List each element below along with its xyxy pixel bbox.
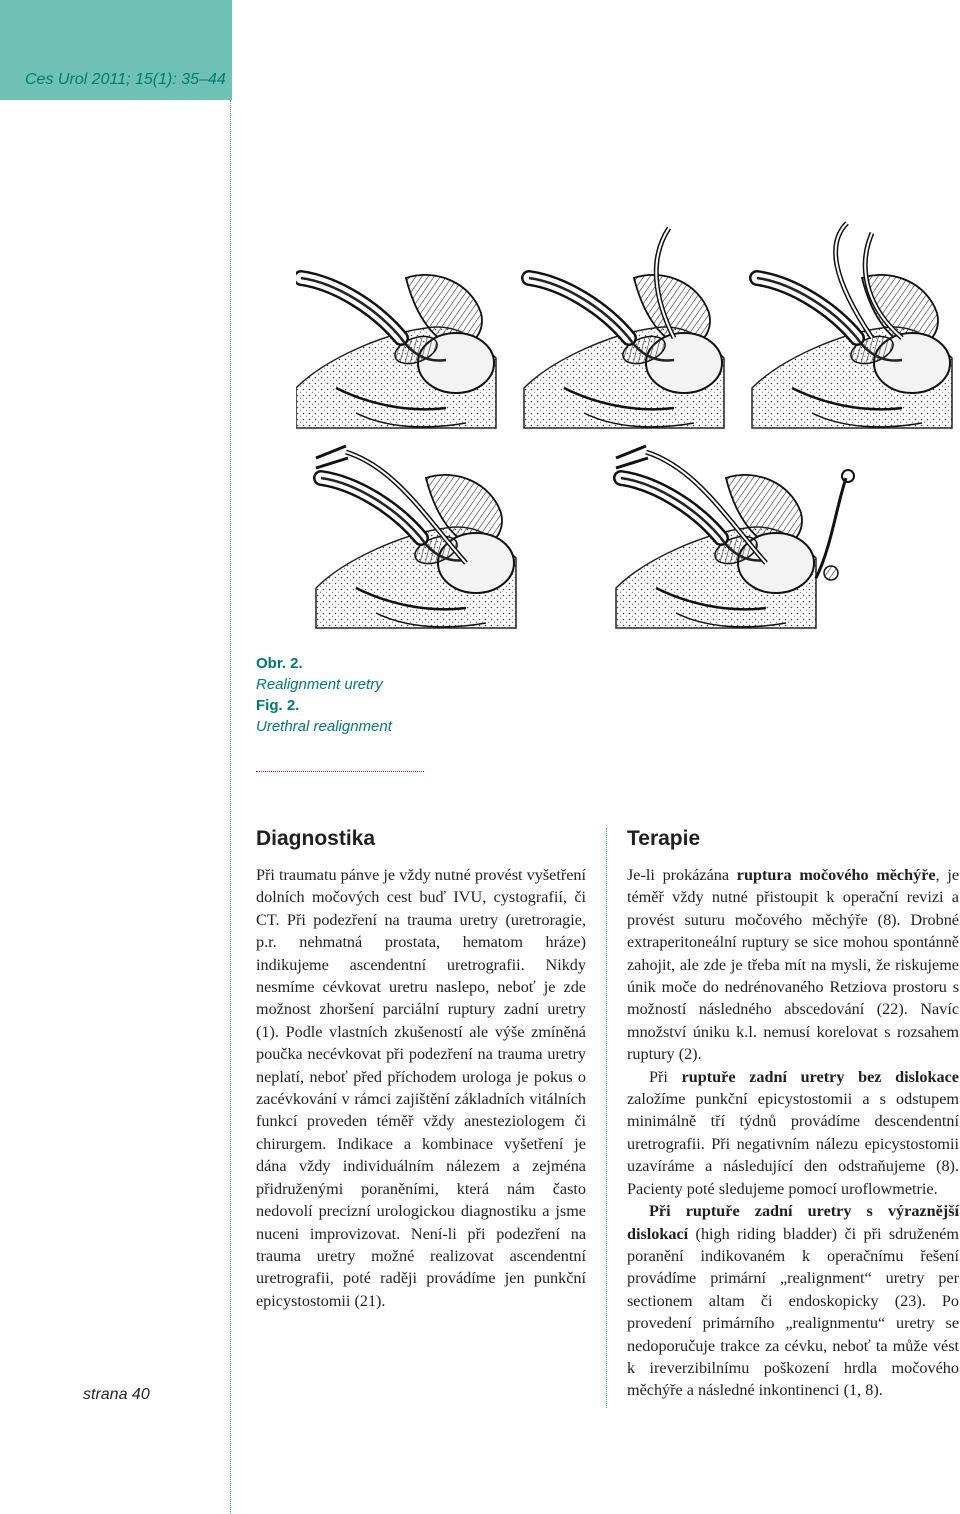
- p2-text-b: založíme punkční epicystostomii a s odstupem minimálně tří týdnů provádíme descendentní uretrografii. Při negativním nálezu epicystostomii uzavíráme a následující den odstraňujeme (8). Pacienty poté sledujeme pomocí uroflowmetrie.: [627, 1090, 959, 1198]
- figure-urethral-realignment: [296, 208, 960, 656]
- section-heading-terapie: Terapie: [627, 827, 701, 850]
- terapie-paragraph-3: [627, 1200, 959, 1402]
- figure-caption: [256, 653, 392, 737]
- page-number: strana 40: [83, 1386, 150, 1403]
- right-column: [627, 826, 959, 1402]
- p2-text-a: Při: [649, 1067, 682, 1086]
- p2-bold: ruptuře zadní uretry bez dislokace: [681, 1067, 959, 1086]
- journal-reference: Ces Urol 2011; 15(1): 35–44: [25, 71, 226, 88]
- p1-bold: ruptura močového měchýře: [736, 866, 936, 884]
- terapie-paragraph-2: [627, 1066, 959, 1200]
- caption-en-text: Urethral realignment: [256, 718, 392, 735]
- caption-cz-label: Obr. 2.: [256, 655, 303, 672]
- p3-text-b: (high riding bladder) či při sdruženém poranění indikovaném k operačnímu řešení provádíme primární „realignment“ uretry per sectionem altam či endoskopicky (23). Po provedení primárního „realignmentu“ uretry se nedoporučuje trakce za cévku, neboť ta může vést k ireverzibilnímu poškození hrdla močového měchýře a následné inkontinenci (1, 8).: [627, 1224, 959, 1400]
- p3-bold: Při ruptuře zadní uretry s výraznější dislokací: [627, 1202, 959, 1243]
- anatomical-illustration: [296, 208, 960, 656]
- terapie-paragraph-1: [627, 864, 959, 1066]
- caption-en-label: Fig. 2.: [256, 697, 300, 714]
- p1-text-b: , je téměř vždy nutné přistoupit k operační revizi a provést suturu močového měchýře (8). Drobné extraperitoneální ruptury se sice mohou spontánně zahojit, ale zde je třeba mít na mysli, že riskujeme únik moče do nedrénovaného Retziova prostoru s možností následného abscedování (22). Navíc množství úniku k.l. nemusí korelovat s rozsahem ruptury (2).: [627, 866, 960, 1064]
- diagnostika-paragraph: Při traumatu pánve je vždy nutné provést vyšetření dolních močových cest buď IVU, cystografií, či CT. Při podezření na trauma uretry (uretroragie, p.r. nehmatná prostata, hematom hráze) indikujeme ascendentní uretrografii. Nikdy nesmíme cévkovat uretru naslepo, neboť je zde možnost zhoršení parciální ruptury zadní uretry (1). Podle vlastních zkušeností ale výše zmíněná poučka necévkovat při podezření na trauma uretry neplatí, neboť před příchodem urologa je pokus o zacévkování v rámci zajištění základních vitálních funkcí proveden téměř vždy anesteziologem či chirurgem. Indikace a kombinace vyšetření je dána vždy individuálním nálezem a zejména přidruženými poraněními, která nám často nedovolí precizní urologickou diagnostiku a jsme nuceni improvizovat. Není-li při podezření na trauma uretry možné realizovat ascendentní uretrografii, poté raději provádíme jen punkční epicystostomii (21).: [256, 866, 586, 1310]
- column-divider: [606, 828, 607, 1408]
- caption-divider: [256, 771, 424, 772]
- left-column: [256, 826, 586, 1312]
- section-heading-diagnostika: Diagnostika: [256, 827, 376, 850]
- margin-divider: [230, 100, 231, 1514]
- p1-text-a: Je-li prokázána: [627, 866, 737, 884]
- caption-cz-text: Realignment uretry: [256, 676, 383, 693]
